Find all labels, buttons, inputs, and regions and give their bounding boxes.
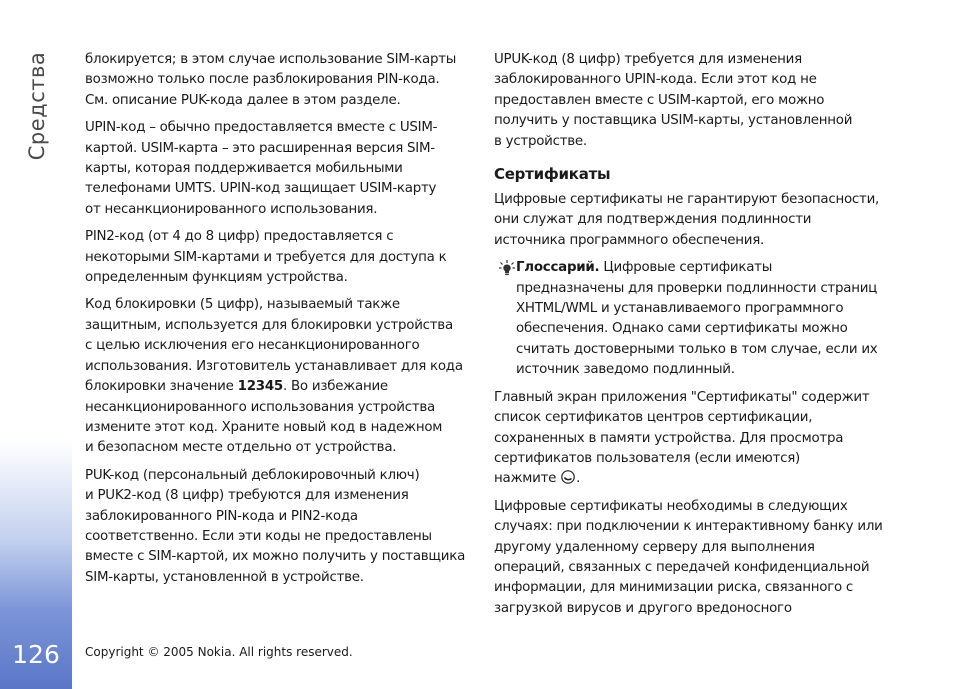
- text-line: в устройстве.: [494, 133, 587, 149]
- text-line: и безопасном месте отдельно от устройства.: [85, 440, 397, 456]
- glossary-tip: [494, 258, 886, 380]
- text-line: PIN2-код (от 4 до 8 цифр) предоставляется с: [85, 229, 394, 245]
- side-tab: [0, 0, 72, 689]
- paragraph-certificates-main-screen: [494, 388, 886, 490]
- text-line: источника программного обеспечения.: [494, 232, 765, 248]
- text-line: См. описание PUK-кода далее в этом разделе.: [85, 92, 401, 108]
- text-line: Главный экран приложения "Сертификаты" содержит: [494, 389, 870, 405]
- text-line: список сертификатов центров сертификации,: [494, 410, 813, 426]
- text-line: и PUK2-код (8 цифр) требуются для изменения: [85, 488, 409, 504]
- press-text: нажмите: [494, 471, 557, 487]
- section-title-text: Средства: [25, 51, 49, 161]
- text-line: они служат для подтверждения подлинности: [494, 212, 812, 228]
- right-column: [494, 50, 886, 626]
- text-line: картой. USIM-карта – это расширенная версия SIM-: [85, 140, 435, 156]
- text-line: операций, связанных с передачей конфиденциальной: [494, 559, 870, 575]
- text-line: другому удаленному серверу для выполнения: [494, 539, 815, 555]
- lock-code-suffix: . Во избежание: [282, 379, 388, 395]
- text-line: [85, 377, 475, 397]
- lightbulb-tip-icon: [498, 259, 516, 277]
- text-line: UPUK-код (8 цифр) требуется для изменения: [494, 52, 802, 67]
- text-line: Код блокировки (5 цифр), называемый также: [85, 297, 400, 313]
- text-line: соответственно. Если эти коды не предоставлены: [85, 528, 432, 544]
- paragraph-puk: [85, 466, 475, 588]
- text-line: блокируется; в этом случае использование SIM-карты: [85, 52, 457, 67]
- text-line: Цифровые сертификаты необходимы в следующих: [494, 498, 848, 514]
- text-line: сертификатов пользователя (если имеются): [494, 450, 801, 466]
- press-suffix: .: [576, 471, 581, 487]
- text-line: с целью исключения его несанкционированного: [85, 338, 420, 354]
- text-line: определенным функциям устройства.: [85, 270, 348, 286]
- text-line: некоторыми SIM-картами и требуется для доступа к: [85, 249, 447, 265]
- page-number: 126: [12, 640, 60, 669]
- text-line: UPIN-код – обычно предоставляется вместе с USIM-: [85, 120, 438, 136]
- paragraph-certificates-needed: [494, 497, 886, 619]
- text-line: Цифровые сертификаты не гарантируют безопасности,: [494, 192, 880, 208]
- paragraph-pin-blocked: [85, 50, 475, 111]
- text-line: несанкционированного использования устройства: [85, 399, 435, 415]
- text-line: [494, 469, 886, 489]
- text-line: обеспечения. Однако сами сертификаты можно: [516, 321, 848, 337]
- text-line: защитным, используется для блокировки устройства: [85, 317, 453, 333]
- text-line: телефонами UMTS. UPIN-код защищает USIM-карту: [85, 181, 437, 197]
- text-line: заблокированного PIN-кода и PIN2-кода: [85, 508, 358, 524]
- copyright-footer: Copyright © 2005 Nokia. All rights reserved.: [85, 645, 353, 659]
- text-line: считать достоверными только в том случае, если их: [516, 341, 878, 357]
- text-line: PUK-код (персональный деблокировочный ключ): [85, 467, 420, 483]
- scroll-key-icon: [560, 469, 576, 485]
- lock-code-prefix: блокировки значение: [85, 379, 238, 395]
- text-line: вместе с SIM-картой, их можно получить у поставщика: [85, 549, 466, 565]
- paragraph-pin2: [85, 227, 475, 288]
- paragraph-certificates-intro: [494, 190, 886, 251]
- text-line: возможно только после разблокирования PIN-кода.: [85, 72, 440, 88]
- text-line: от несанкционированного использования.: [85, 201, 378, 217]
- text-line: получить у поставщика USIM-карты, установленной: [494, 113, 853, 129]
- text-line: источник заведомо подлинный.: [516, 362, 735, 378]
- text-line: XHTML/WML и устанавливаемого программного: [516, 301, 844, 317]
- text-line: информации, для минимизации риска, связанного с: [494, 580, 854, 596]
- text-line: предназначены для проверки подлинности страниц: [516, 280, 878, 296]
- paragraph-lock-code: [85, 295, 475, 458]
- text-line: измените этот код. Храните новый код в надежном: [85, 419, 443, 435]
- text-line: заблокированного UPIN-кода. Если этот код не: [494, 72, 817, 88]
- section-heading-certificates: Сертификаты: [494, 165, 611, 184]
- text-line: SIM-карты, установленной в устройстве.: [85, 569, 364, 585]
- lock-code-value: 12345: [237, 379, 283, 395]
- text-line: случаях: при подключении к интерактивному банку или: [494, 519, 883, 535]
- text-line: карты, которая поддерживается мобильными: [85, 161, 403, 177]
- text-line: сохраненных в памяти устройства. Для просмотра: [494, 430, 844, 446]
- text-line: использования. Изготовитель устанавливает для кода: [85, 358, 463, 374]
- text-line: [516, 258, 886, 278]
- paragraph-upuk: [494, 50, 886, 152]
- paragraph-upin: [85, 118, 475, 220]
- text-line: загрузкой вирусов и другого вредоносного: [494, 600, 792, 616]
- left-column: [85, 50, 475, 595]
- glossary-label: Глоссарий.: [516, 260, 600, 276]
- glossary-first-line: Цифровые сертификаты: [599, 260, 773, 276]
- section-title: [22, 51, 52, 161]
- text-line: предоставлен вместе с USIM-картой, его можно: [494, 92, 825, 108]
